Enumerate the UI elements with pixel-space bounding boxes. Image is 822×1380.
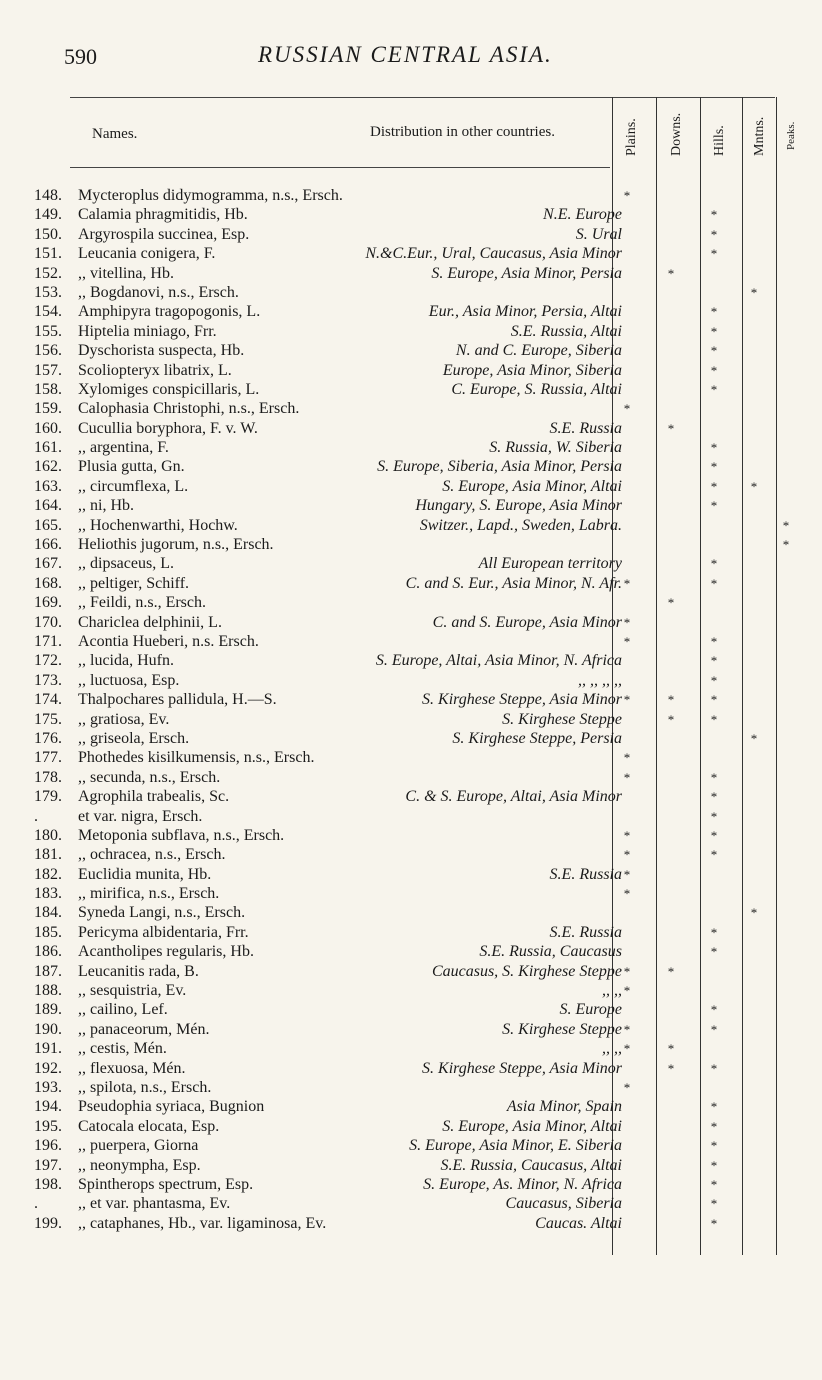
- row-number: 180.: [34, 826, 62, 844]
- table-row: [0, 729, 822, 748]
- table-row: [0, 710, 822, 729]
- species-name: ,, Bogdanovi, n.s., Ersch.: [78, 283, 239, 301]
- table-row: [0, 1175, 822, 1194]
- table-row: [0, 438, 822, 457]
- species-name: et var. nigra, Ersch.: [78, 807, 203, 825]
- row-number: 170.: [34, 613, 62, 631]
- species-name: ,, panaceorum, Mén.: [78, 1020, 210, 1038]
- species-name: Mycteroplus didymogramma, n.s., Ersch.: [78, 187, 343, 204]
- row-number: 158.: [34, 380, 62, 398]
- distribution: ,, ,,: [602, 1040, 622, 1058]
- row-number: 177.: [34, 749, 62, 767]
- presence-asterisk: *: [710, 207, 718, 223]
- distribution: Switzer., Lapd., Sweden, Labra.: [419, 516, 622, 534]
- table-row: [0, 302, 822, 321]
- presence-asterisk: *: [710, 478, 718, 494]
- row-number: 156.: [34, 342, 62, 360]
- presence-asterisk: *: [710, 944, 718, 960]
- species-name: Chariclea delphinii, L.: [78, 613, 222, 631]
- presence-asterisk: *: [710, 304, 718, 320]
- table-row: [0, 787, 822, 806]
- species-name: Xylomiges conspicillaris, L.: [78, 380, 260, 398]
- row-number: 171.: [34, 632, 62, 650]
- distribution: Caucasus, S. Kirghese Steppe: [431, 962, 622, 980]
- presence-asterisk: *: [710, 808, 718, 824]
- species-name: ,, gratiosa, Ev.: [78, 710, 170, 728]
- presence-asterisk: *: [750, 478, 758, 494]
- table-row: [0, 496, 822, 515]
- presence-asterisk: *: [623, 886, 631, 902]
- table-row: [0, 516, 822, 535]
- species-name: Hiptelia miniago, Frr.: [78, 322, 217, 340]
- presence-asterisk: *: [710, 498, 718, 514]
- column-header-hills: Hills.: [712, 125, 727, 156]
- species-name: Agrophila trabealis, Sc.: [78, 788, 230, 806]
- header-bottom-rule: [70, 167, 610, 168]
- distribution: C. and S. Europe, Asia Minor: [432, 613, 622, 631]
- row-number: 195.: [34, 1117, 62, 1135]
- presence-asterisk: *: [623, 983, 631, 999]
- row-number: 159.: [34, 400, 62, 418]
- table-row: [0, 535, 822, 554]
- distribution: S. Europe, Siberia, Asia Minor, Persia: [377, 458, 622, 476]
- species-name: ,, cailino, Lef.: [78, 1001, 168, 1019]
- species-name: ,, griseola, Ersch.: [78, 729, 190, 747]
- species-name: Acontia Hueberi, n.s. Ersch.: [78, 632, 259, 650]
- species-name: ,, dipsaceus, L.: [78, 555, 174, 573]
- presence-asterisk: *: [710, 847, 718, 863]
- species-name: Pericyma albidentaria, Frr.: [78, 923, 249, 941]
- presence-asterisk: *: [667, 1041, 675, 1057]
- presence-asterisk: *: [623, 963, 631, 979]
- distribution: N.E. Europe: [543, 206, 622, 224]
- presence-asterisk: *: [623, 769, 631, 785]
- presence-asterisk: *: [710, 789, 718, 805]
- table-row: [0, 186, 822, 205]
- table-row: [0, 244, 822, 263]
- row-number: 183.: [34, 885, 62, 903]
- presence-asterisk: *: [667, 711, 675, 727]
- species-name: ,, ochracea, n.s., Ersch.: [78, 846, 226, 864]
- row-number: 193.: [34, 1078, 62, 1096]
- table-row: [0, 768, 822, 787]
- distribution: S.E. Russia: [549, 923, 622, 941]
- species-name: Scoliopteryx libatrix, L.: [78, 361, 232, 379]
- presence-asterisk: *: [710, 769, 718, 785]
- species-name: ,, mirifica, n.s., Ersch.: [78, 885, 220, 903]
- table-row: [0, 361, 822, 380]
- presence-asterisk: *: [710, 1002, 718, 1018]
- presence-asterisk: *: [750, 284, 758, 300]
- presence-asterisk: *: [623, 614, 631, 630]
- row-number: 162.: [34, 458, 62, 476]
- presence-asterisk: *: [710, 556, 718, 572]
- row-number: 165.: [34, 516, 62, 534]
- distribution: ,, ,,: [602, 982, 622, 1000]
- table-row: [0, 748, 822, 767]
- distribution-header: Distribution in other countries.: [370, 124, 555, 140]
- table-row: [0, 1097, 822, 1116]
- row-number: 168.: [34, 574, 62, 592]
- distribution: S. Europe, As. Minor, N. Africa: [423, 1175, 622, 1193]
- species-name: Catocala elocata, Esp.: [78, 1117, 220, 1135]
- species-name: ,, Feildi, n.s., Ersch.: [78, 594, 206, 612]
- species-table: [0, 186, 822, 1233]
- table-row: [0, 419, 822, 438]
- row-number: 173.: [34, 671, 62, 689]
- distribution: N.&C.Eur., Ural, Caucasus, Asia Minor: [365, 245, 622, 263]
- row-number: 160.: [34, 419, 62, 437]
- table-row: [0, 380, 822, 399]
- presence-asterisk: *: [710, 226, 718, 242]
- presence-asterisk: *: [710, 323, 718, 339]
- presence-asterisk: *: [623, 866, 631, 882]
- table-row: [0, 1117, 822, 1136]
- table-row: [0, 884, 822, 903]
- species-name: ,, neonympha, Esp.: [78, 1156, 201, 1174]
- presence-asterisk: *: [710, 1118, 718, 1134]
- presence-asterisk: *: [623, 1021, 631, 1037]
- row-number: 192.: [34, 1059, 62, 1077]
- presence-asterisk: *: [623, 692, 631, 708]
- presence-asterisk: *: [667, 420, 675, 436]
- row-number: 191.: [34, 1040, 62, 1058]
- row-number: 178.: [34, 768, 62, 786]
- row-number: 182.: [34, 865, 62, 883]
- presence-asterisk: *: [710, 1099, 718, 1115]
- table-row: [0, 341, 822, 360]
- table-row: [0, 574, 822, 593]
- row-number: 157.: [34, 361, 62, 379]
- table-row: [0, 942, 822, 961]
- species-name: ,, argentina, F.: [78, 439, 169, 457]
- row-number: 153.: [34, 283, 62, 301]
- distribution: Eur., Asia Minor, Persia, Altai: [428, 303, 622, 321]
- table-row: [0, 962, 822, 981]
- table-row: [0, 1136, 822, 1155]
- distribution: ,, ,, ,, ,,: [578, 671, 622, 689]
- row-number: 185.: [34, 923, 62, 941]
- table-row: [0, 651, 822, 670]
- distribution: Caucasus, Siberia: [505, 1195, 622, 1213]
- species-name: Thalpochares pallidula, H.—S.: [78, 691, 277, 709]
- row-number: 154.: [34, 303, 62, 321]
- row-number: 172.: [34, 652, 62, 670]
- row-number: .: [34, 1195, 38, 1213]
- distribution: C. and S. Eur., Asia Minor, N. Afr.: [405, 574, 622, 592]
- species-name: Calophasia Christophi, n.s., Ersch.: [78, 400, 300, 418]
- presence-asterisk: *: [710, 1060, 718, 1076]
- distribution: C. Europe, S. Russia, Altai: [451, 380, 622, 398]
- species-name: ,, peltiger, Schiff.: [78, 574, 190, 592]
- species-name: ,, luctuosa, Esp.: [78, 671, 180, 689]
- table-row: [0, 845, 822, 864]
- header-top-rule: [70, 97, 775, 98]
- distribution: S.E. Russia: [549, 865, 622, 883]
- presence-asterisk: *: [710, 362, 718, 378]
- names-header: Names.: [92, 126, 138, 142]
- species-name: Syneda Langi, n.s., Ersch.: [78, 904, 246, 922]
- distribution: S. Europe: [559, 1001, 622, 1019]
- species-name: Phothedes kisilkumensis, n.s., Ersch.: [78, 749, 315, 767]
- presence-asterisk: *: [623, 633, 631, 649]
- table-row: [0, 1156, 822, 1175]
- distribution: S. Kirghese Steppe: [502, 1020, 622, 1038]
- row-number: 179.: [34, 788, 62, 806]
- presence-asterisk: *: [623, 401, 631, 417]
- distribution: S. Europe, Asia Minor, E. Siberia: [409, 1137, 622, 1155]
- row-number: 149.: [34, 206, 62, 224]
- distribution: S. Ural: [575, 225, 622, 243]
- species-name: Spintherops spectrum, Esp.: [78, 1175, 254, 1193]
- table-row: [0, 225, 822, 244]
- row-number: 152.: [34, 264, 62, 282]
- row-number: 167.: [34, 555, 62, 573]
- species-name: Heliothis jugorum, n.s., Ersch.: [78, 536, 274, 554]
- page-number: 590: [64, 44, 97, 69]
- table-row: [0, 1000, 822, 1019]
- species-name: Plusia gutta, Gn.: [78, 458, 185, 476]
- row-number: 148.: [34, 187, 62, 204]
- presence-asterisk: *: [623, 847, 631, 863]
- distribution: S. Kirghese Steppe, Asia Minor: [422, 1059, 622, 1077]
- species-name: ,, cataphanes, Hb., var. ligaminosa, Ev.: [78, 1214, 327, 1232]
- row-number: 184.: [34, 904, 62, 922]
- species-name: Calamia phragmitidis, Hb.: [78, 206, 248, 224]
- row-number: 199.: [34, 1214, 62, 1232]
- row-number: 155.: [34, 322, 62, 340]
- presence-asterisk: *: [623, 188, 631, 203]
- presence-asterisk: *: [710, 827, 718, 843]
- row-number: 186.: [34, 943, 62, 961]
- row-number: 161.: [34, 439, 62, 457]
- row-number: 150.: [34, 225, 62, 243]
- presence-asterisk: *: [667, 963, 675, 979]
- presence-asterisk: *: [782, 537, 790, 553]
- presence-asterisk: *: [710, 343, 718, 359]
- distribution: S. Europe, Asia Minor, Altai: [442, 1117, 622, 1135]
- row-number: 197.: [34, 1156, 62, 1174]
- table-row: [0, 923, 822, 942]
- presence-asterisk: *: [710, 692, 718, 708]
- species-name: ,, circumflexa, L.: [78, 477, 189, 495]
- row-number: 166.: [34, 536, 62, 554]
- table-row: [0, 826, 822, 845]
- presence-asterisk: *: [667, 595, 675, 611]
- species-name: ,, ni, Hb.: [78, 497, 134, 515]
- presence-asterisk: *: [667, 1060, 675, 1076]
- presence-asterisk: *: [710, 1138, 718, 1154]
- presence-asterisk: *: [710, 924, 718, 940]
- row-number: .: [34, 807, 38, 825]
- distribution: S. Europe, Altai, Asia Minor, N. Africa: [375, 652, 622, 670]
- species-name: ,, spilota, n.s., Ersch.: [78, 1078, 212, 1096]
- presence-asterisk: *: [710, 575, 718, 591]
- row-number: 163.: [34, 477, 62, 495]
- table-row: [0, 1078, 822, 1097]
- distribution: All European territory: [478, 555, 622, 573]
- species-name: Argyrospila succinea, Esp.: [78, 225, 250, 243]
- species-name: ,, lucida, Hufn.: [78, 652, 174, 670]
- distribution: S.E. Russia, Caucasus: [479, 943, 622, 961]
- row-number: 190.: [34, 1020, 62, 1038]
- presence-asterisk: *: [667, 265, 675, 281]
- presence-asterisk: *: [710, 1196, 718, 1212]
- table-row: [0, 807, 822, 826]
- species-name: Leucanitis rada, B.: [78, 962, 199, 980]
- table-row: [0, 399, 822, 418]
- row-number: 176.: [34, 729, 62, 747]
- presence-asterisk: *: [710, 653, 718, 669]
- species-name: Pseudophia syriaca, Bugnion: [78, 1098, 265, 1116]
- distribution: S.E. Russia, Caucasus, Altai: [440, 1156, 622, 1174]
- presence-asterisk: *: [710, 246, 718, 262]
- distribution: S.E. Russia, Altai: [510, 322, 622, 340]
- presence-asterisk: *: [710, 1157, 718, 1173]
- species-name: Metoponia subflava, n.s., Ersch.: [78, 826, 285, 844]
- table-row: [0, 283, 822, 302]
- presence-asterisk: *: [710, 1021, 718, 1037]
- row-number: 175.: [34, 710, 62, 728]
- presence-asterisk: *: [667, 692, 675, 708]
- row-number: 194.: [34, 1098, 62, 1116]
- column-header-downs: Downs.: [669, 112, 684, 156]
- presence-asterisk: *: [710, 633, 718, 649]
- distribution: S.E. Russia: [549, 419, 622, 437]
- presence-asterisk: *: [710, 711, 718, 727]
- presence-asterisk: *: [750, 730, 758, 746]
- species-name: ,, Hochenwarthi, Hochw.: [78, 516, 238, 534]
- species-name: ,, secunda, n.s., Ersch.: [78, 768, 221, 786]
- distribution: Asia Minor, Spain: [506, 1098, 622, 1116]
- row-number: 151.: [34, 245, 62, 263]
- species-name: ,, et var. phantasma, Ev.: [78, 1195, 231, 1213]
- row-number: 187.: [34, 962, 62, 980]
- species-name: Dyschorista suspecta, Hb.: [78, 342, 245, 360]
- table-row: [0, 690, 822, 709]
- table-row: [0, 322, 822, 341]
- table-row: [0, 554, 822, 573]
- row-number: 198.: [34, 1175, 62, 1193]
- presence-asterisk: *: [710, 1215, 718, 1231]
- distribution: C. & S. Europe, Altai, Asia Minor: [405, 788, 622, 806]
- table-row: [0, 613, 822, 632]
- table-row: [0, 264, 822, 283]
- presence-asterisk: *: [710, 672, 718, 688]
- distribution: N. and C. Europe, Siberia: [455, 342, 622, 360]
- species-name: ,, sesquistria, Ev.: [78, 982, 187, 1000]
- presence-asterisk: *: [710, 1176, 718, 1192]
- table-row: [0, 457, 822, 476]
- running-title: RUSSIAN CENTRAL ASIA.: [258, 42, 553, 67]
- distribution: Caucas. Altai: [535, 1214, 622, 1232]
- column-header-plains: Plains.: [624, 118, 639, 156]
- species-name: Euclidia munita, Hb.: [78, 865, 212, 883]
- presence-asterisk: *: [710, 381, 718, 397]
- species-name: Leucania conigera, F.: [78, 245, 216, 263]
- presence-asterisk: *: [623, 575, 631, 591]
- row-number: 181.: [34, 846, 62, 864]
- species-name: ,, cestis, Mén.: [78, 1040, 167, 1058]
- presence-asterisk: *: [623, 1079, 631, 1095]
- row-number: 164.: [34, 497, 62, 515]
- distribution: S. Kirghese Steppe, Asia Minor: [422, 691, 622, 709]
- distribution: S. Kirghese Steppe: [502, 710, 622, 728]
- distribution: Europe, Asia Minor, Siberia: [442, 361, 622, 379]
- distribution: Hungary, S. Europe, Asia Minor: [415, 497, 622, 515]
- row-number: 169.: [34, 594, 62, 612]
- row-number: 174.: [34, 691, 62, 709]
- table-row: [0, 477, 822, 496]
- species-name: ,, vitellina, Hb.: [78, 264, 174, 282]
- column-header-mntns: Mntns.: [752, 116, 767, 156]
- species-name: Cucullia boryphora, F. v. W.: [78, 419, 258, 437]
- table-row: [0, 1194, 822, 1213]
- presence-asterisk: *: [782, 517, 790, 533]
- species-name: Acantholipes regularis, Hb.: [78, 943, 254, 961]
- distribution: S. Kirghese Steppe, Persia: [452, 729, 622, 747]
- distribution: S. Europe, Asia Minor, Persia: [431, 264, 622, 282]
- presence-asterisk: *: [623, 1041, 631, 1057]
- row-number: 188.: [34, 982, 62, 1000]
- distribution: S. Europe, Asia Minor, Altai: [442, 477, 622, 495]
- presence-asterisk: *: [710, 459, 718, 475]
- presence-asterisk: *: [623, 750, 631, 766]
- table-row: [0, 903, 822, 922]
- table-row: [0, 1214, 822, 1233]
- table-row: [0, 1059, 822, 1078]
- table-row: [0, 865, 822, 884]
- table-row: [0, 981, 822, 1000]
- species-name: ,, puerpera, Giorna: [78, 1137, 199, 1155]
- table-row: [0, 671, 822, 690]
- presence-asterisk: *: [750, 905, 758, 921]
- row-number: 189.: [34, 1001, 62, 1019]
- table-row: [0, 1020, 822, 1039]
- column-header-peaks: Peaks.: [785, 121, 797, 150]
- presence-asterisk: *: [710, 440, 718, 456]
- presence-asterisk: *: [623, 827, 631, 843]
- species-name: Amphipyra tragopogonis, L.: [78, 303, 261, 321]
- table-row: [0, 632, 822, 651]
- species-name: ,, flexuosa, Mén.: [78, 1059, 186, 1077]
- row-number: 196.: [34, 1137, 62, 1155]
- table-row: [0, 593, 822, 612]
- distribution: S. Russia, W. Siberia: [489, 439, 622, 457]
- table-row: [0, 205, 822, 224]
- table-row: [0, 1039, 822, 1058]
